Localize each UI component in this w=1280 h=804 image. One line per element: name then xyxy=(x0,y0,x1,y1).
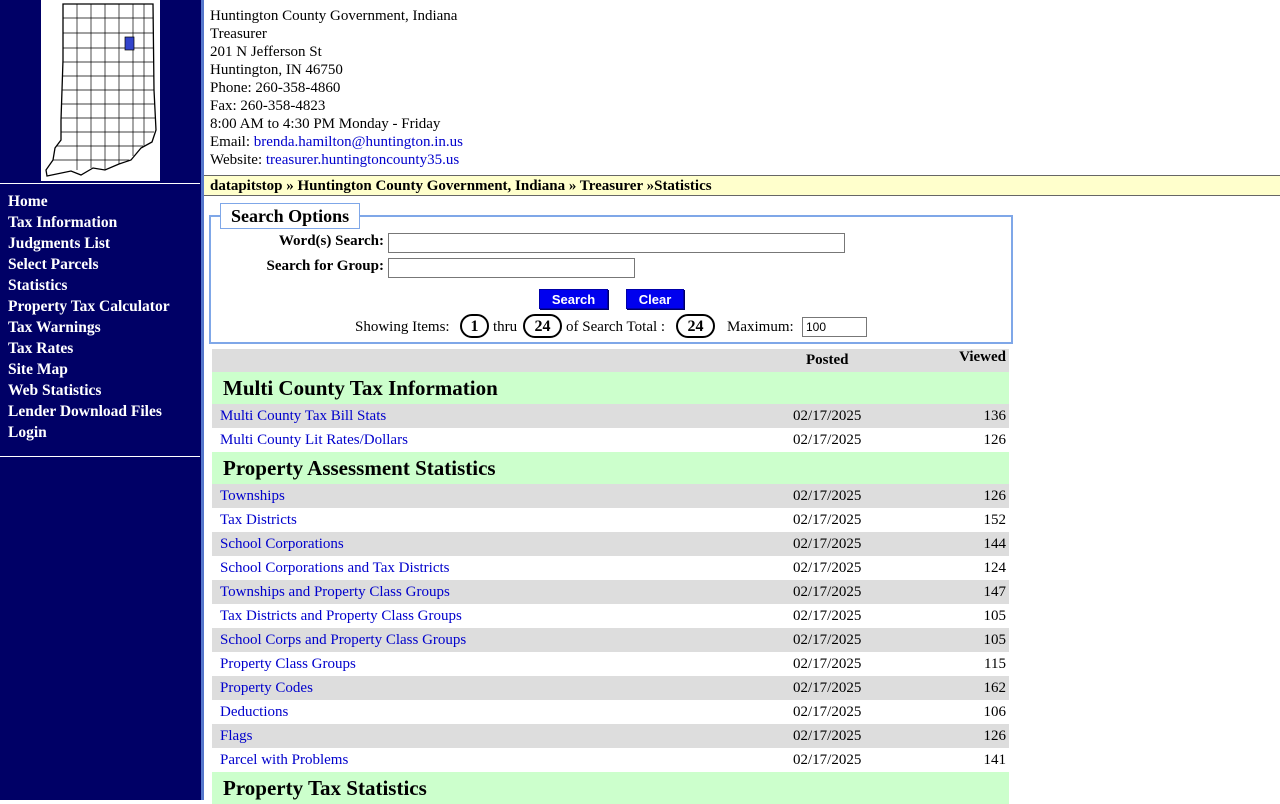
search-button[interactable]: Search xyxy=(539,289,608,309)
clear-button[interactable]: Clear xyxy=(626,289,684,309)
report-link-property-codes[interactable]: Property Codes xyxy=(220,680,313,696)
report-link-school-corporations-and-tax-districts[interactable]: School Corporations and Tax Districts xyxy=(220,560,450,576)
posted-column-header: Posted xyxy=(806,352,849,368)
email-label: Email: xyxy=(210,134,250,150)
sidebar-divider-top xyxy=(0,183,200,184)
report-link-flags[interactable]: Flags xyxy=(220,728,253,744)
posted-date: 02/17/2025 xyxy=(793,488,862,504)
section-header-property-tax-statistics xyxy=(212,772,1009,804)
search-options-legend: Search Options xyxy=(220,203,360,229)
nav-item-property-tax-calculator[interactable]: Property Tax Calculator xyxy=(8,298,170,315)
report-link-school-corporations[interactable]: School Corporations xyxy=(220,536,344,552)
view-count: 105 xyxy=(983,608,1006,624)
table-row xyxy=(212,652,1009,676)
sidebar-border xyxy=(201,0,204,800)
showing-items-label: Showing Items: xyxy=(355,319,450,335)
posted-date: 02/17/2025 xyxy=(793,632,862,648)
posted-date: 02/17/2025 xyxy=(793,536,862,552)
posted-date: 02/17/2025 xyxy=(793,704,862,720)
group-search-input[interactable] xyxy=(388,258,635,278)
table-row xyxy=(212,676,1009,700)
posted-date: 02/17/2025 xyxy=(793,680,862,696)
nav-item-home[interactable]: Home xyxy=(8,193,48,210)
view-count: 126 xyxy=(983,488,1006,504)
section-header-multi-county-tax-information xyxy=(212,372,1009,404)
posted-date: 02/17/2025 xyxy=(793,512,862,528)
breadcrumb: datapitstop » Huntington County Government, Indiana » Treasurer »Statistics xyxy=(204,175,1280,196)
table-row xyxy=(212,508,1009,532)
view-count: 162 xyxy=(983,680,1006,696)
section-title: Property Assessment Statistics xyxy=(223,456,496,480)
report-link-townships-and-property-class-groups[interactable]: Townships and Property Class Groups xyxy=(220,584,450,600)
indiana-map-icon xyxy=(41,0,160,181)
showing-to-count: 24 xyxy=(523,314,562,338)
fax-number: Fax: 260-358-4823 xyxy=(210,98,326,114)
phone-number: Phone: 260-358-4860 xyxy=(210,80,341,96)
indiana-county-map[interactable] xyxy=(41,0,160,181)
group-search-label: Search for Group: xyxy=(266,258,384,274)
table-row xyxy=(212,556,1009,580)
report-link-tax-districts-and-property-class-groups[interactable]: Tax Districts and Property Class Groups xyxy=(220,608,462,624)
sidebar-divider-bottom xyxy=(0,456,200,457)
table-row xyxy=(212,404,1009,428)
report-link-property-class-groups[interactable]: Property Class Groups xyxy=(220,656,356,672)
website-label: Website: xyxy=(210,152,263,168)
words-search-label: Word(s) Search: xyxy=(278,233,384,249)
nav-item-statistics[interactable]: Statistics xyxy=(8,277,68,294)
nav-item-tax-rates[interactable]: Tax Rates xyxy=(8,340,74,357)
view-count: 105 xyxy=(983,632,1006,648)
maximum-input[interactable] xyxy=(802,317,867,337)
posted-date: 02/17/2025 xyxy=(793,432,862,448)
view-count: 144 xyxy=(983,536,1006,552)
table-row xyxy=(212,604,1009,628)
report-link-school-corps-and-property-class-groups[interactable]: School Corps and Property Class Groups xyxy=(220,632,467,648)
table-row xyxy=(212,700,1009,724)
website-link[interactable]: treasurer.huntingtoncounty35.us xyxy=(265,152,460,168)
sidebar xyxy=(0,0,201,800)
nav-item-lender-download-files[interactable]: Lender Download Files xyxy=(8,403,162,420)
office-contact-block xyxy=(210,7,463,169)
nav-item-web-statistics[interactable]: Web Statistics xyxy=(8,382,102,399)
section-title: Property Tax Statistics xyxy=(223,776,427,800)
email-line xyxy=(210,133,463,151)
nav-item-site-map[interactable]: Site Map xyxy=(8,361,68,378)
nav-item-tax-warnings[interactable]: Tax Warnings xyxy=(8,319,101,336)
nav-item-tax-information[interactable]: Tax Information xyxy=(8,214,118,231)
table-row xyxy=(212,532,1009,556)
thru-label: thru xyxy=(493,319,518,335)
report-link-deductions[interactable]: Deductions xyxy=(220,704,289,720)
table-body xyxy=(212,372,1009,804)
report-link-tax-districts[interactable]: Tax Districts xyxy=(220,512,297,528)
table-row xyxy=(212,724,1009,748)
nav-item-select-parcels[interactable]: Select Parcels xyxy=(8,256,99,273)
table-row xyxy=(212,628,1009,652)
statistics-table xyxy=(212,349,1009,804)
report-link-multi-county-lit-rates-dollars[interactable]: Multi County Lit Rates/Dollars xyxy=(220,432,408,448)
posted-date: 02/17/2025 xyxy=(793,656,862,672)
posted-date: 02/17/2025 xyxy=(793,408,862,424)
report-link-multi-county-tax-bill-stats[interactable]: Multi County Tax Bill Stats xyxy=(220,408,387,424)
viewed-column-header: Viewed xyxy=(959,349,1006,365)
email-link[interactable]: brenda.hamilton@huntington.in.us xyxy=(253,134,463,150)
search-total-count: 24 xyxy=(676,314,715,338)
office-hours: 8:00 AM to 4:30 PM Monday - Friday xyxy=(210,116,441,132)
nav-item-login[interactable]: Login xyxy=(8,424,47,441)
office-name: Treasurer xyxy=(210,26,267,42)
table-row xyxy=(212,428,1009,452)
sidebar-nav xyxy=(8,192,170,444)
section-header-property-assessment-statistics xyxy=(212,452,1009,484)
table-header xyxy=(212,349,1009,372)
nav-item-judgments-list[interactable]: Judgments List xyxy=(8,235,111,252)
street-address: 201 N Jefferson St xyxy=(210,44,322,60)
section-title: Multi County Tax Information xyxy=(223,376,498,400)
view-count: 106 xyxy=(983,704,1006,720)
view-count: 124 xyxy=(983,560,1006,576)
posted-date: 02/17/2025 xyxy=(793,560,862,576)
org-name: Huntington County Government, Indiana xyxy=(210,8,458,24)
maximum-label: Maximum: xyxy=(727,319,794,335)
website-line xyxy=(210,151,463,169)
report-link-parcel-with-problems[interactable]: Parcel with Problems xyxy=(220,752,349,768)
city-address: Huntington, IN 46750 xyxy=(210,62,343,78)
view-count: 152 xyxy=(983,512,1006,528)
search-total-label: of Search Total : xyxy=(566,319,666,335)
view-count: 126 xyxy=(983,728,1006,744)
words-search-input[interactable] xyxy=(388,233,845,253)
table-row xyxy=(212,748,1009,772)
view-count: 136 xyxy=(983,408,1006,424)
view-count: 115 xyxy=(984,656,1006,672)
report-link-townships[interactable]: Townships xyxy=(220,488,285,504)
huntington-county-highlight xyxy=(125,37,134,50)
view-count: 141 xyxy=(983,752,1006,768)
showing-from-count: 1 xyxy=(460,314,489,338)
posted-date: 02/17/2025 xyxy=(793,608,862,624)
table-row xyxy=(212,484,1009,508)
view-count: 126 xyxy=(983,432,1006,448)
table-row xyxy=(212,580,1009,604)
posted-date: 02/17/2025 xyxy=(793,584,862,600)
posted-date: 02/17/2025 xyxy=(793,752,862,768)
posted-date: 02/17/2025 xyxy=(793,728,862,744)
view-count: 147 xyxy=(983,584,1006,600)
